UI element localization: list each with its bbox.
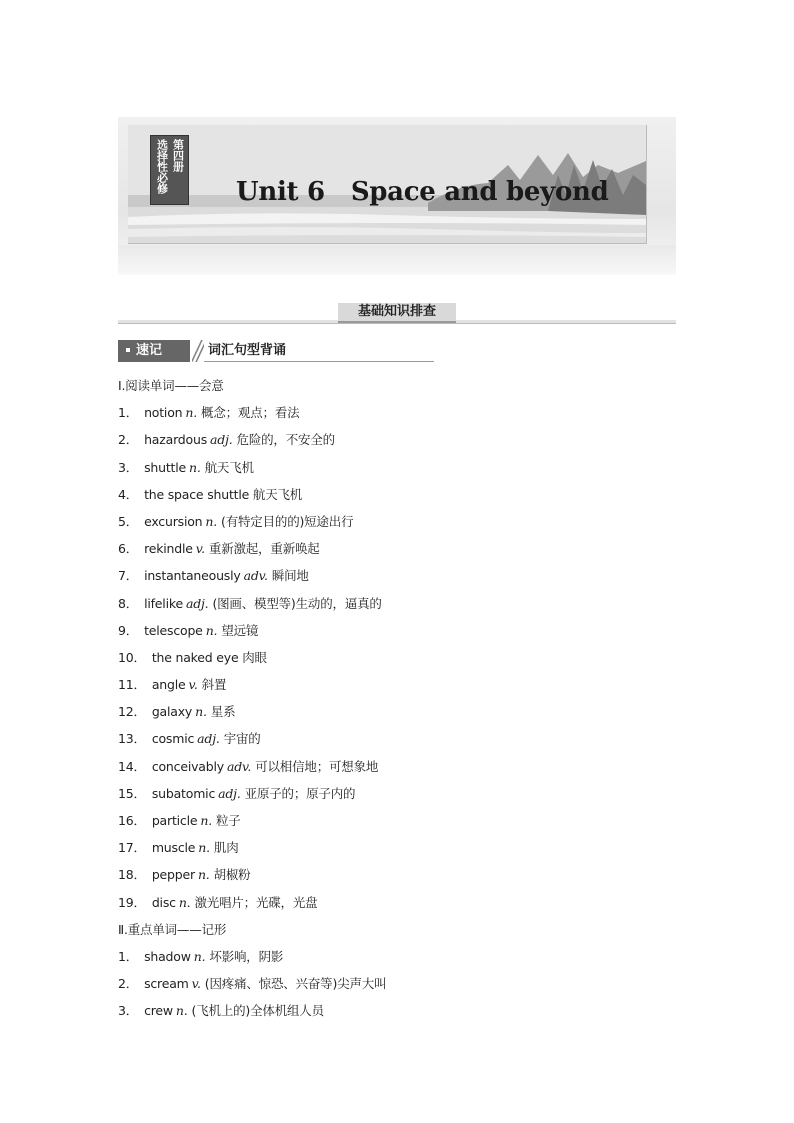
item-number: 9． [118, 622, 139, 638]
list-item [118, 753, 678, 780]
list-item [118, 997, 678, 1024]
list-item [118, 780, 678, 807]
item-number: 18． [118, 867, 146, 883]
item-meaning: 粒子 [215, 813, 241, 828]
item-part-of-speech: adj. [218, 785, 241, 801]
item-word: instantaneously [144, 568, 241, 584]
item-part-of-speech: adj. [197, 731, 220, 747]
section-header-title: 基础知识排查 [338, 303, 456, 323]
item-word: pepper [151, 867, 195, 883]
list-item [118, 644, 678, 671]
item-meaning: (飞机上的)全体机组人员 [191, 1003, 324, 1019]
list-item [118, 399, 678, 426]
item-meaning: 航天飞机 [252, 486, 303, 502]
item-meaning: 亚原子的；原子内的 [244, 785, 356, 801]
unit-banner [118, 117, 676, 275]
item-number: 6． [118, 541, 139, 557]
item-number: 11． [118, 677, 146, 693]
item-number: 2． [118, 432, 139, 448]
item-part-of-speech: adv. [243, 568, 268, 584]
item-number: 2． [118, 976, 139, 992]
sub-header-title: 词汇句型背诵 [208, 343, 287, 358]
item-meaning: 危险的，不安全的 [236, 432, 335, 448]
item-number: 17． [118, 840, 146, 856]
item-meaning: 胡椒粉 [213, 867, 251, 883]
item-meaning: 重新激起，重新唤起 [208, 541, 320, 557]
item-word: shuttle [144, 459, 186, 475]
quick-memo-badge [118, 340, 190, 362]
item-meaning: 肉眼 [242, 649, 267, 665]
item-part-of-speech: v. [195, 541, 205, 557]
volume-tag-line-2: 选择性必修 [155, 139, 169, 194]
item-meaning: 宇宙的 [223, 731, 261, 747]
list-item [118, 970, 678, 997]
item-word: hazardous [144, 432, 208, 448]
list-item [118, 426, 678, 453]
banner-shadow [118, 245, 676, 275]
item-part-of-speech: n. [178, 894, 191, 910]
item-word: subatomic [151, 785, 216, 801]
unit-name: Space and beyond [350, 177, 609, 207]
item-word: the naked eye [151, 649, 239, 665]
item-part-of-speech: adj. [210, 432, 233, 448]
list-item [118, 481, 678, 508]
item-word: muscle [151, 840, 196, 856]
list-item [118, 617, 678, 644]
item-number: 8． [118, 595, 139, 611]
badge-label: 速记 [136, 343, 163, 358]
item-part-of-speech: adv. [226, 758, 252, 774]
item-meaning: 肌肉 [213, 840, 239, 856]
list-heading [118, 916, 678, 943]
double-slash-icon [192, 340, 204, 362]
item-word: notion [144, 405, 183, 421]
banner-frame [128, 125, 647, 244]
unit-title [236, 177, 608, 207]
item-word: lifelike [144, 595, 183, 611]
item-part-of-speech: v. [191, 976, 201, 992]
item-number: 3． [118, 459, 139, 475]
list-item [118, 834, 678, 861]
item-meaning: (有特定目的的)短途出行 [221, 513, 354, 529]
item-part-of-speech: n. [193, 948, 206, 964]
item-word: shadow [144, 948, 191, 964]
item-number: 13． [118, 731, 146, 747]
volume-tag-line-1: 第四册 [171, 139, 185, 172]
list-heading [118, 372, 678, 399]
item-part-of-speech: n. [189, 459, 201, 475]
square-bullet-icon [126, 348, 130, 352]
item-part-of-speech: n. [185, 405, 198, 421]
item-word: rekindle [144, 541, 193, 557]
list-item [118, 454, 678, 481]
item-part-of-speech: n. [205, 622, 218, 638]
item-part-of-speech: adj. [185, 595, 209, 611]
item-meaning: 航天飞机 [204, 459, 254, 475]
item-word: the space shuttle [144, 486, 250, 502]
item-number: 10． [118, 649, 146, 665]
section-header [118, 304, 676, 324]
item-part-of-speech: n. [175, 1003, 188, 1019]
item-number: 16． [118, 813, 146, 828]
item-meaning: 概念；观点；看法 [201, 405, 300, 421]
item-part-of-speech: v. [188, 677, 198, 693]
item-number: 5． [118, 513, 139, 529]
item-word: conceivably [151, 758, 224, 774]
item-part-of-speech: n. [205, 513, 218, 529]
item-meaning: 星系 [210, 704, 236, 720]
item-number: 7． [118, 568, 139, 584]
item-number: 15． [118, 785, 146, 801]
item-word: scream [144, 976, 189, 992]
item-word: galaxy [151, 704, 193, 720]
item-meaning: 可以相信地；可想象地 [255, 758, 379, 774]
item-word: crew [144, 1003, 173, 1019]
list-item [118, 535, 678, 562]
item-meaning: (图画、模型等)生动的，逼真的 [212, 595, 382, 611]
vocabulary-list [118, 372, 678, 1025]
list-item [118, 943, 678, 970]
item-word: telescope [144, 622, 203, 638]
sub-header [118, 340, 434, 362]
item-part-of-speech: n. [198, 840, 210, 856]
item-meaning: 望远镜 [221, 622, 259, 638]
item-meaning: 坏影响，阴影 [209, 948, 284, 964]
list-heading-text: Ⅱ.重点单词——记形 [118, 921, 227, 937]
item-part-of-speech: n. [195, 704, 207, 720]
item-word: disc [151, 894, 176, 910]
item-word: excursion [144, 513, 203, 529]
item-number: 4． [118, 486, 139, 502]
list-item [118, 671, 678, 698]
item-number: 14． [118, 758, 146, 774]
item-meaning: 瞬间地 [271, 568, 309, 584]
item-part-of-speech: n. [200, 813, 212, 828]
volume-tag [150, 135, 189, 205]
item-meaning: 斜置 [201, 677, 227, 693]
list-item [118, 508, 678, 535]
list-item [118, 590, 678, 617]
list-item [118, 698, 678, 725]
item-word: angle [151, 677, 186, 693]
list-item [118, 861, 678, 888]
item-number: 1． [118, 405, 139, 421]
list-item [118, 562, 678, 589]
item-part-of-speech: n. [197, 867, 210, 883]
unit-label: Unit 6 [236, 177, 325, 207]
list-item [118, 725, 678, 752]
item-number: 1． [118, 948, 139, 964]
item-meaning: (因疼痛、惊恐、兴奋等)尖声大叫 [204, 976, 387, 992]
list-item [118, 889, 678, 916]
item-number: 3． [118, 1003, 139, 1019]
item-number: 19． [118, 894, 146, 910]
list-item [118, 807, 678, 834]
item-meaning: 激光唱片；光碟，光盘 [194, 894, 318, 910]
item-number: 12． [118, 704, 146, 720]
item-word: cosmic [151, 731, 195, 747]
item-word: particle [151, 813, 198, 828]
list-heading-text: Ⅰ.阅读单词——会意 [118, 378, 224, 393]
